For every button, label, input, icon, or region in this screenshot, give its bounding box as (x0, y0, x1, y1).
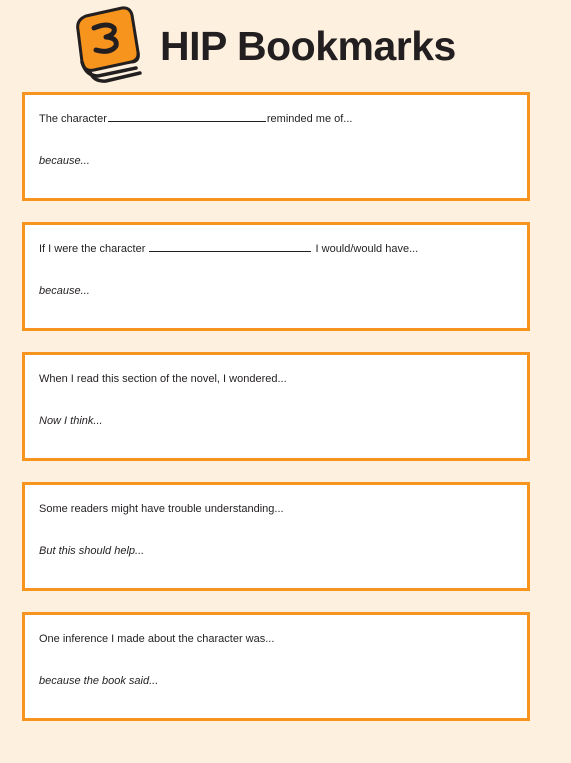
card-prompt (39, 242, 418, 256)
bookmark-card (22, 222, 530, 331)
card-prompt: Some readers might have trouble understanding... (39, 503, 284, 515)
card-followup: because the book said... (39, 675, 159, 687)
fill-in-blank[interactable] (108, 112, 266, 122)
fill-in-blank[interactable] (149, 242, 311, 252)
card-followup: because... (39, 155, 90, 167)
header (0, 0, 571, 90)
prompt-text: I would/would have... (315, 243, 419, 255)
page-title: HIP Bookmarks (160, 23, 456, 69)
prompt-text: If I were the character (39, 243, 146, 255)
card-followup: because... (39, 285, 90, 297)
card-prompt: When I read this section of the novel, I wondered... (39, 373, 287, 385)
bookmark-card (22, 352, 530, 461)
book-logo-icon (70, 6, 146, 84)
bookmark-card (22, 92, 530, 201)
card-prompt: One inference I made about the character was... (39, 633, 275, 645)
card-followup: But this should help... (39, 545, 145, 557)
card-followup: Now I think... (39, 415, 103, 427)
bookmark-card (22, 482, 530, 591)
prompt-text: reminded me of... (266, 113, 353, 125)
bookmark-card (22, 612, 530, 721)
card-prompt (39, 112, 352, 126)
prompt-text: The character (39, 113, 107, 125)
